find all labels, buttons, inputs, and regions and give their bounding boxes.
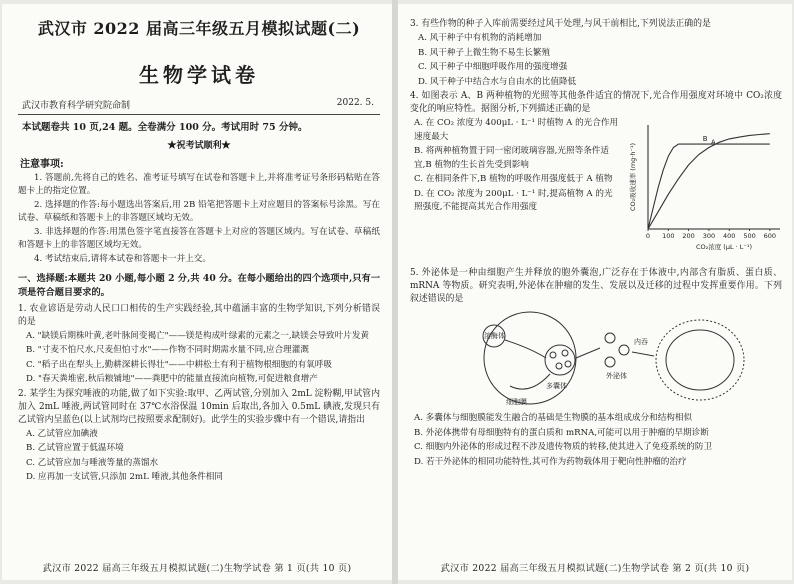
option-a: A. 风干种子中有机物的消耗增加 (418, 33, 542, 43)
exam-title: 武汉市 2022 届高三年级五月模拟试题(二) (37, 19, 361, 38)
option-a: A. 多囊体与细胞膜能发生融合的基础是生物膜的基本组成成分和结构相似 (414, 413, 693, 423)
co2-chart (626, 117, 786, 257)
x-tick-label: 200 (682, 232, 695, 240)
series-line-b (648, 144, 770, 229)
option-d: D. 应再加一支试管,只添加 2mL 唾液,其他条件相同 (26, 472, 223, 482)
question-stem: 3. 有些作物的种子入库前需要经过风干处理,与风干前相比,下列说法正确的是 (410, 19, 711, 29)
option-c: C. 风干种子中细胞呼吸作用的强度增强 (418, 62, 568, 72)
x-tick-label: 100 (662, 232, 675, 240)
question-stem: 1. 农业谚语是劳动人民口口相传的生产实践经验,其中蕴涵丰富的生物学知识,下列分析错误的是 (18, 303, 380, 327)
note-1: 1. 答题前,先将自己的姓名、准考证号填写在试卷和答题卡上,并将准考证号条形码粘贴在答题卡上的指定位置。 (18, 173, 380, 196)
option-d: D. 若干外泌体的相同功能特性,其可作为药物载体用于靶向性肿瘤的治疗 (414, 456, 687, 467)
exosome-shape (605, 357, 615, 367)
option-d: D. "春天粪堆密,秋后粮铺地"——粪肥中的能量直接流向植物,可促进粮食增产 (26, 374, 318, 384)
question-stem: 4. 如图表示 A、B 两种植物的光照等其他条件适宜的情况下,光合作用强度对环境中 CO₂浓度变化的响应特性。据图分析,下列描述正确的是 (410, 91, 782, 114)
intraluminal-vesicle (556, 363, 562, 369)
diagram-label: 内吞 (634, 338, 648, 346)
option-b: B. 乙试管应置于低温环境 (26, 443, 124, 453)
arrow-path (632, 352, 654, 356)
page-footer: 武汉市 2022 届高三年级五月模拟试题(二)生物学试卷 第 2 页(共 10 页) (440, 563, 750, 574)
question-5-options (410, 412, 782, 469)
option-d: D. 风干种子中结合水与自由水的比值降低 (418, 76, 577, 87)
arrow-path (576, 348, 600, 358)
series-label-b: B (702, 135, 708, 144)
question-4-body (410, 117, 782, 267)
option-b: B. 将两种植物置于同一密闭玻璃容器,光照等条件适宜,B 植物的生长首先受到影响 (414, 146, 609, 170)
question-3 (410, 18, 782, 89)
series-label-a: A (710, 138, 716, 147)
section-heading: 一、选择题:本题共 20 小题,每小题 2 分,共 40 分。在每小题给出的四个选项中,只有一项是符合题目要求的。 (18, 272, 380, 298)
option-a: A. 乙试管应加碘液 (26, 428, 98, 439)
co2-chart-svg (626, 117, 786, 257)
issuer-row (18, 98, 380, 115)
y-axis-label: CO₂吸收速率 (mg·h⁻¹) (629, 142, 637, 212)
option-c: C. 细胞内外泌体的形成过程不涉及遗传物质的转移,使其进入了免疫系统的防卫 (414, 442, 713, 452)
diagram-caption: 细胞膜 (506, 398, 527, 406)
option-b: B. "寸麦不怕尺水,尺麦但怕寸水"——作物不同时期需水量不同,应合理灌溉 (26, 345, 309, 355)
diagram-label: 外泌体 (606, 372, 627, 380)
arrow-path (510, 374, 550, 389)
question-5 (410, 267, 782, 469)
question-1 (18, 303, 380, 387)
series-line-a (648, 134, 770, 229)
option-c: C. "稻子出在犁头上,勤耕深耕长得壮"——中耕松土有利于植物根细胞的有氧呼吸 (26, 359, 332, 370)
x-tick-label: 300 (702, 232, 716, 240)
notes-heading: 注意事项: (20, 159, 64, 170)
x-tick-label: 600 (763, 232, 777, 240)
left-page (2, 4, 392, 580)
exam-date: 2022. 5. (336, 98, 374, 108)
right-page (398, 4, 792, 580)
intraluminal-vesicle (562, 350, 568, 356)
option-d: D. 在 CO₂ 浓度为 200μL · L⁻¹ 时,提高植物 A 的光照强度,不能提高其光合作用强度 (414, 188, 613, 212)
question-stem: 5. 外泌体是一种由细胞产生并释放的胞外囊泡,广泛存在于体液中,内部含有脂质、蛋白质、mRNA 等物质。研究表明,外泌体在肿瘤的发生、发展以及迁移的过程中发挥重要作用。下列叙述错误的是 (410, 268, 782, 304)
question-2 (18, 388, 380, 485)
subject-title: 生物学试卷 (139, 63, 259, 87)
x-tick-label: 400 (723, 232, 736, 240)
diagram-label: 多囊体 (546, 382, 567, 390)
question-4-options (410, 117, 620, 216)
option-c: C. 乙试管应加与唾液等量的蒸馏水 (26, 457, 159, 468)
exosome-diagram (410, 308, 782, 406)
issuer: 武汉市教育科学研究院命制 (22, 101, 131, 111)
x-tick-label: 0 (645, 232, 651, 240)
arrow-path (505, 340, 546, 358)
option-b: B. 风干种子上微生物不易生长繁殖 (418, 47, 551, 58)
option-c: C. 在相同条件下,B 植物的呼吸作用强度低于 A 植物 (414, 174, 613, 184)
multivesicular-body-shape (545, 345, 575, 375)
option-a: A. 在 CO₂ 浓度为 400μL · L⁻¹ 时植物 A 的光合作用速度最大 (414, 118, 619, 142)
intraluminal-vesicle (550, 352, 556, 358)
x-tick-label: 500 (743, 232, 756, 240)
exosome-shape (605, 333, 615, 343)
recipient-cell-membrane (656, 320, 744, 400)
page-footer: 武汉市 2022 届高三年级五月模拟试题(二)生物学试卷 第 1 页(共 10 页) (42, 563, 352, 574)
question-stem: 2. 某学生为探究唾液的功能,做了如下实验:取甲、乙两试管,分别加入 2mL 淀粉糊,甲试管内加入 2mL 唾液,两试管同时在 37℃水浴保温 10min 后取出,各加入 0.5mL 碘液,发现只有乙试管内呈蓝色(以上试剂均已按照要求配制好)。此学生的实验步骤中有一个错误,请指出 (18, 388, 380, 425)
diagram-label: 溶酶体 (484, 332, 505, 340)
good-luck-line: ★祝考试顺利★ (167, 141, 231, 151)
x-axis-label: CO₂浓度 (μL · L⁻¹) (695, 243, 753, 251)
exosome-diagram-svg (410, 308, 782, 406)
note-3: 3. 非选择题的作答:用黑色签字笔直接答在答题卡上对应的答题区域内。写在试卷、草稿纸和答题卡上的非答题区域均无效。 (18, 227, 380, 250)
exam-info: 本试题卷共 10 页,24 题。全卷满分 100 分。考试用时 75 分钟。 (22, 122, 308, 133)
question-4 (410, 90, 782, 267)
option-b: B. 外泌体携带有母细胞特有的蛋白质和 mRNA,可能可以用于肿瘤的早期诊断 (414, 427, 709, 438)
note-4: 4. 考试结束后,请将本试卷和答题卡一并上交。 (34, 254, 211, 264)
note-2: 2. 选择题的作答:每小题选出答案后,用 2B 铅笔把答题卡上对应题目的答案标号涂黑。写在试卷、草稿纸和答题卡上的非答题区域均无效。 (18, 200, 380, 223)
recipient-cell-inner (666, 330, 734, 390)
intraluminal-vesicle (565, 361, 571, 367)
exosome-shape (619, 345, 629, 355)
option-a: A. "缺镁后期株叶黄,老叶脉间变褐亡"——镁是构成叶绿素的元素之一,缺镁会导致叶片发黄 (26, 330, 370, 341)
